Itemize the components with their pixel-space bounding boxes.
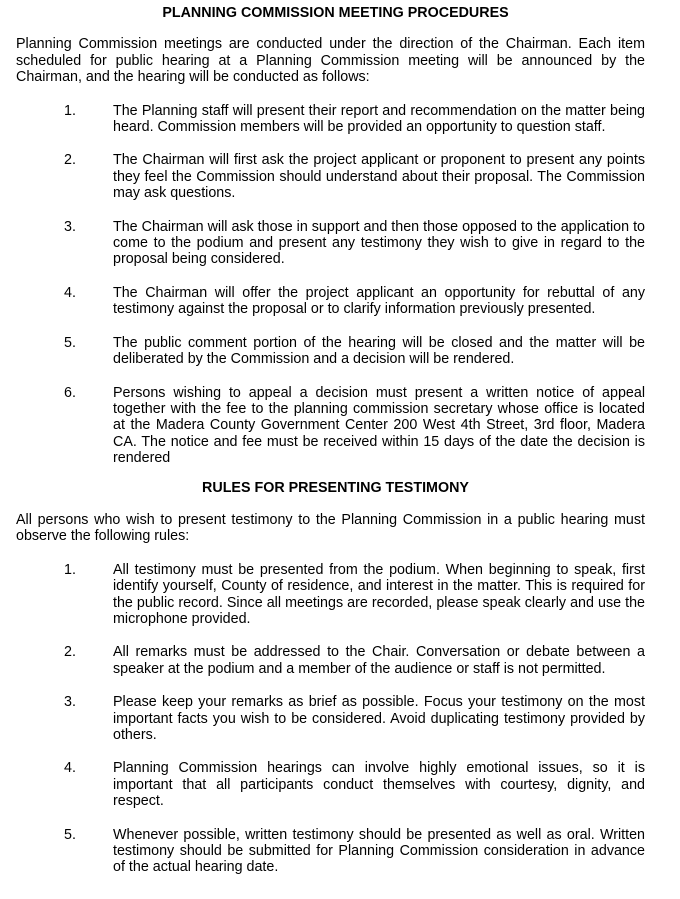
list-item: [16, 827, 645, 876]
item-number: 5.: [64, 334, 76, 351]
item-text: The Chairman will offer the project applicant an opportunity for rebuttal of any testimony against the proposal or to clarify information previously presented.: [113, 284, 645, 318]
item-number: 3.: [64, 218, 76, 235]
item-text: The Chairman will first ask the project applicant or proponent to present any points they feel the Commission should understand about their proposal. The Commission may ask questions.: [113, 152, 645, 202]
list-item: [16, 152, 645, 201]
list-item: [16, 385, 645, 467]
item-text: Planning Commission hearings can involve highly emotional issues, so it is important that all participants conduct themselves with courtesy, dignity, and respect.: [113, 760, 645, 810]
testimony-rules-intro: All persons who wish to present testimony to the Planning Commission in a public hearing must observe the following rules:: [16, 511, 645, 545]
list-item: [16, 562, 645, 628]
item-number: 1.: [64, 102, 76, 119]
list-item: [16, 694, 645, 743]
item-text: Please keep your remarks as brief as possible. Focus your testimony on the most important facts you wish to be considered. Avoid duplicating testimony provided by others.: [113, 694, 645, 743]
item-text: The Planning staff will present their report and recommendation on the matter being heard. Commission members will be provided an opportunity to question staff.: [113, 102, 645, 136]
item-number: 4.: [64, 284, 76, 301]
procedures-list: [16, 103, 645, 467]
testimony-rules-heading: RULES FOR PRESENTING TESTIMONY: [202, 479, 469, 496]
list-item: [16, 219, 645, 268]
list-item: [16, 644, 645, 677]
list-item: [16, 335, 645, 368]
item-text: Whenever possible, written testimony should be presented as well as oral. Written testimony should be submitted for Planning Commission consideration in advance of the actual hearing date.: [113, 826, 645, 876]
list-item: [16, 285, 645, 318]
item-text: The public comment portion of the hearing will be closed and the matter will be deliberated by the Commission and a decision will be rendered.: [113, 334, 645, 368]
item-number: 4.: [64, 760, 76, 777]
list-item: [16, 103, 645, 136]
item-number: 3.: [64, 694, 76, 711]
testimony-rules-list: [16, 562, 645, 876]
procedures-heading: PLANNING COMMISSION MEETING PROCEDURES: [162, 5, 509, 21]
list-item: [16, 760, 645, 809]
item-text: All remarks must be addressed to the Chair. Conversation or debate between a speaker at the podium and a member of the audience or staff is not permitted.: [113, 644, 645, 677]
item-text: The Chairman will ask those in support and then those opposed to the application to come to the podium and present any testimony they wish to give in regard to the proposal being considered.: [113, 218, 645, 268]
item-number: 2.: [64, 644, 76, 661]
item-number: 6.: [64, 384, 76, 401]
item-number: 1.: [64, 561, 76, 578]
item-text: All testimony must be presented from the podium. When beginning to speak, first identify yourself, County of residence, and interest in the matter. This is required for the public record. Since all meetings are recorded, please speak clearly and use the microphone provided.: [113, 561, 645, 627]
item-text: Persons wishing to appeal a decision must present a written notice of appeal together with the fee to the planning commission secretary whose office is located at the Madera County Government Center 200 West 4th Street, 3rd floor, Madera CA. The notice and fee must be received within 15 days of the date the decision is rendered: [113, 384, 645, 467]
procedures-intro: Planning Commission meetings are conducted under the direction of the Chairman. Each item scheduled for public hearing at a Planning Commission meeting will be announced by the Chairman, and the hearing will be conducted as follows:: [16, 36, 645, 86]
item-number: 5.: [64, 826, 76, 843]
item-number: 2.: [64, 152, 76, 169]
